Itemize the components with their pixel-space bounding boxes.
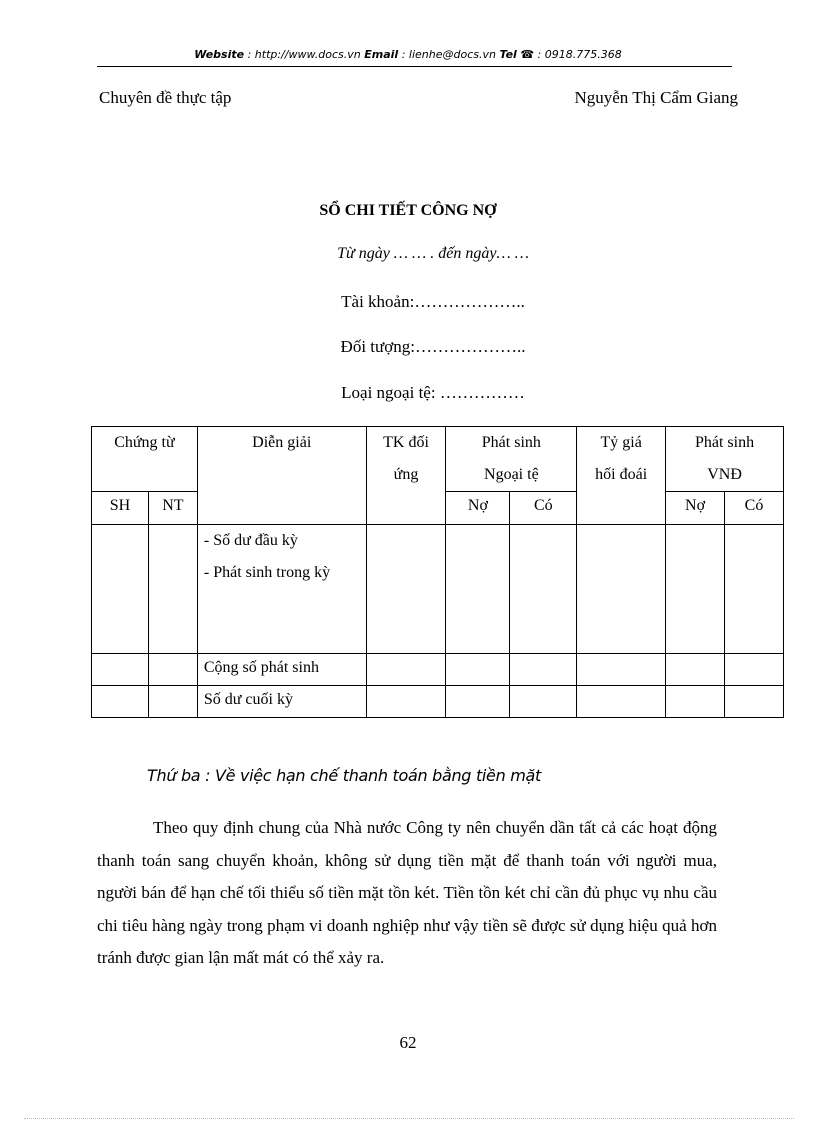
header-no-ngoai-te: Nợ [446,492,510,525]
footer-divider [24,1118,794,1119]
header-co-vnd: Có [725,492,784,525]
header-ps-vnd: Phát sinh VNĐ [666,427,784,492]
page-number: 62 [399,1033,417,1052]
header-chung-tu: Chứng từ [92,427,198,492]
row-desc-opening-period [197,525,366,654]
email-value: : lienhe@docs.vn [398,48,500,61]
header-divider [97,66,732,67]
running-header-right: Nguyễn Thị Cẩm Giang [574,88,738,107]
header-tk-doi-ung: TK đối ứng [366,427,446,525]
header-ps-ngoai-te: Phát sinh Ngoại tệ [446,427,577,492]
section-heading: Thứ ba : Về việc hạn chế thanh toán bằng tiền mặt [147,766,541,785]
tel-label: Tel [499,48,517,61]
phone-icon: ☎ [520,48,535,61]
total-activity-label: Cộng số phát sinh [197,654,366,686]
header-ty-gia: Tỷ giá hối đoái [577,427,666,525]
tel-value: : 0918.775.368 [534,48,622,61]
opening-balance-label: - Số dư đầu kỳ [203,532,298,549]
subject-line: Đối tượng:……………….. [340,337,526,356]
website-value: : http://www.docs.vn [244,48,365,61]
document-title: SỔ CHI TIẾT CÔNG NỢ [319,202,497,219]
website-header [0,48,816,61]
account-line: Tài khoản:……………….. [341,292,525,311]
table-header-row [92,427,784,492]
body-paragraph: Theo quy định chung của Nhà nước Công ty nên chuyển dần tất cả các hoạt động thanh toán sang chuyển khoản, không sử dụng tiền mặt để thanh toán với người mua, người bán để hạn chế tối thiểu số tiền mặt tồn két. Tiền tồn két chỉ cần đủ phục vụ nhu cầu chi tiêu hàng ngày trong phạm vi doanh nghiệp như vậy tiền sẽ được sử dụng hiệu quả hơn tránh được gian lận mất mát có thể xảy ra. [97,818,717,967]
closing-balance-label: Số dư cuối kỳ [197,686,366,718]
header-nt: NT [148,492,197,525]
website-label: Website [194,48,245,61]
table-row [92,525,784,654]
ledger-table [91,426,784,718]
header-sh: SH [92,492,149,525]
table-row [92,654,784,686]
date-range: Từ ngày … … . đến ngày… … [337,245,529,262]
header-co-ngoai-te: Có [510,492,577,525]
email-label: Email [364,48,399,61]
header-no-vnd: Nợ [666,492,725,525]
running-header-left: Chuyên đề thực tập [99,88,232,107]
period-activity-label: - Phát sinh trong kỳ [203,564,331,581]
currency-line: Loại ngoại tệ: …………… [341,383,525,402]
table-row [92,686,784,718]
header-dien-giai: Diễn giải [197,427,366,525]
